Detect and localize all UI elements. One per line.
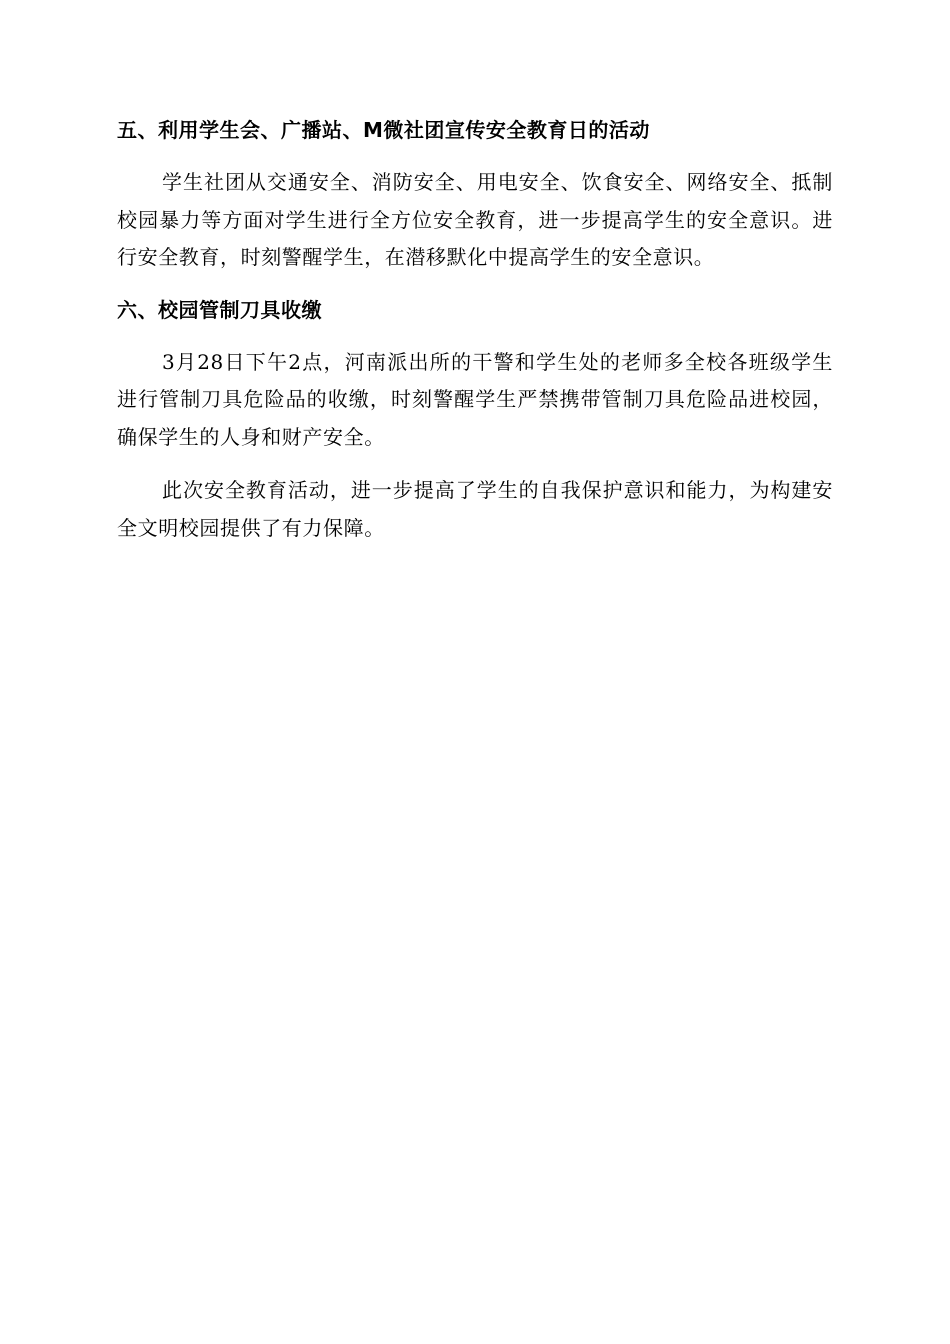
- document-page: [117, 113, 833, 547]
- section-paragraph-5: 学生社团从交通安全、消防安全、用电安全、饮食安全、网络安全、抵制校园暴力等方面对学生进行全方位安全教育，进一步提高学生的安全意识。进行安全教育，时刻警醒学生，在潜移默化中提高学生的安全意识。: [117, 170, 833, 269]
- section-heading-5: 五、利用学生会、广播站、M微社团宣传安全教育日的活动: [117, 118, 650, 142]
- section-paragraph-6: 3月28日下午2点，河南派出所的干警和学生处的老师多全校各班级学生进行管制刀具危险品的收缴，时刻警醒学生严禁携带管制刀具危险品进校园，确保学生的人身和财产安全。: [117, 349, 833, 449]
- closing-paragraph: 此次安全教育活动，进一步提高了学生的自我保护意识和能力，为构建安全文明校园提供了有力保障。: [117, 478, 833, 540]
- section-heading-6: 六、校园管制刀具收缴: [117, 297, 322, 322]
